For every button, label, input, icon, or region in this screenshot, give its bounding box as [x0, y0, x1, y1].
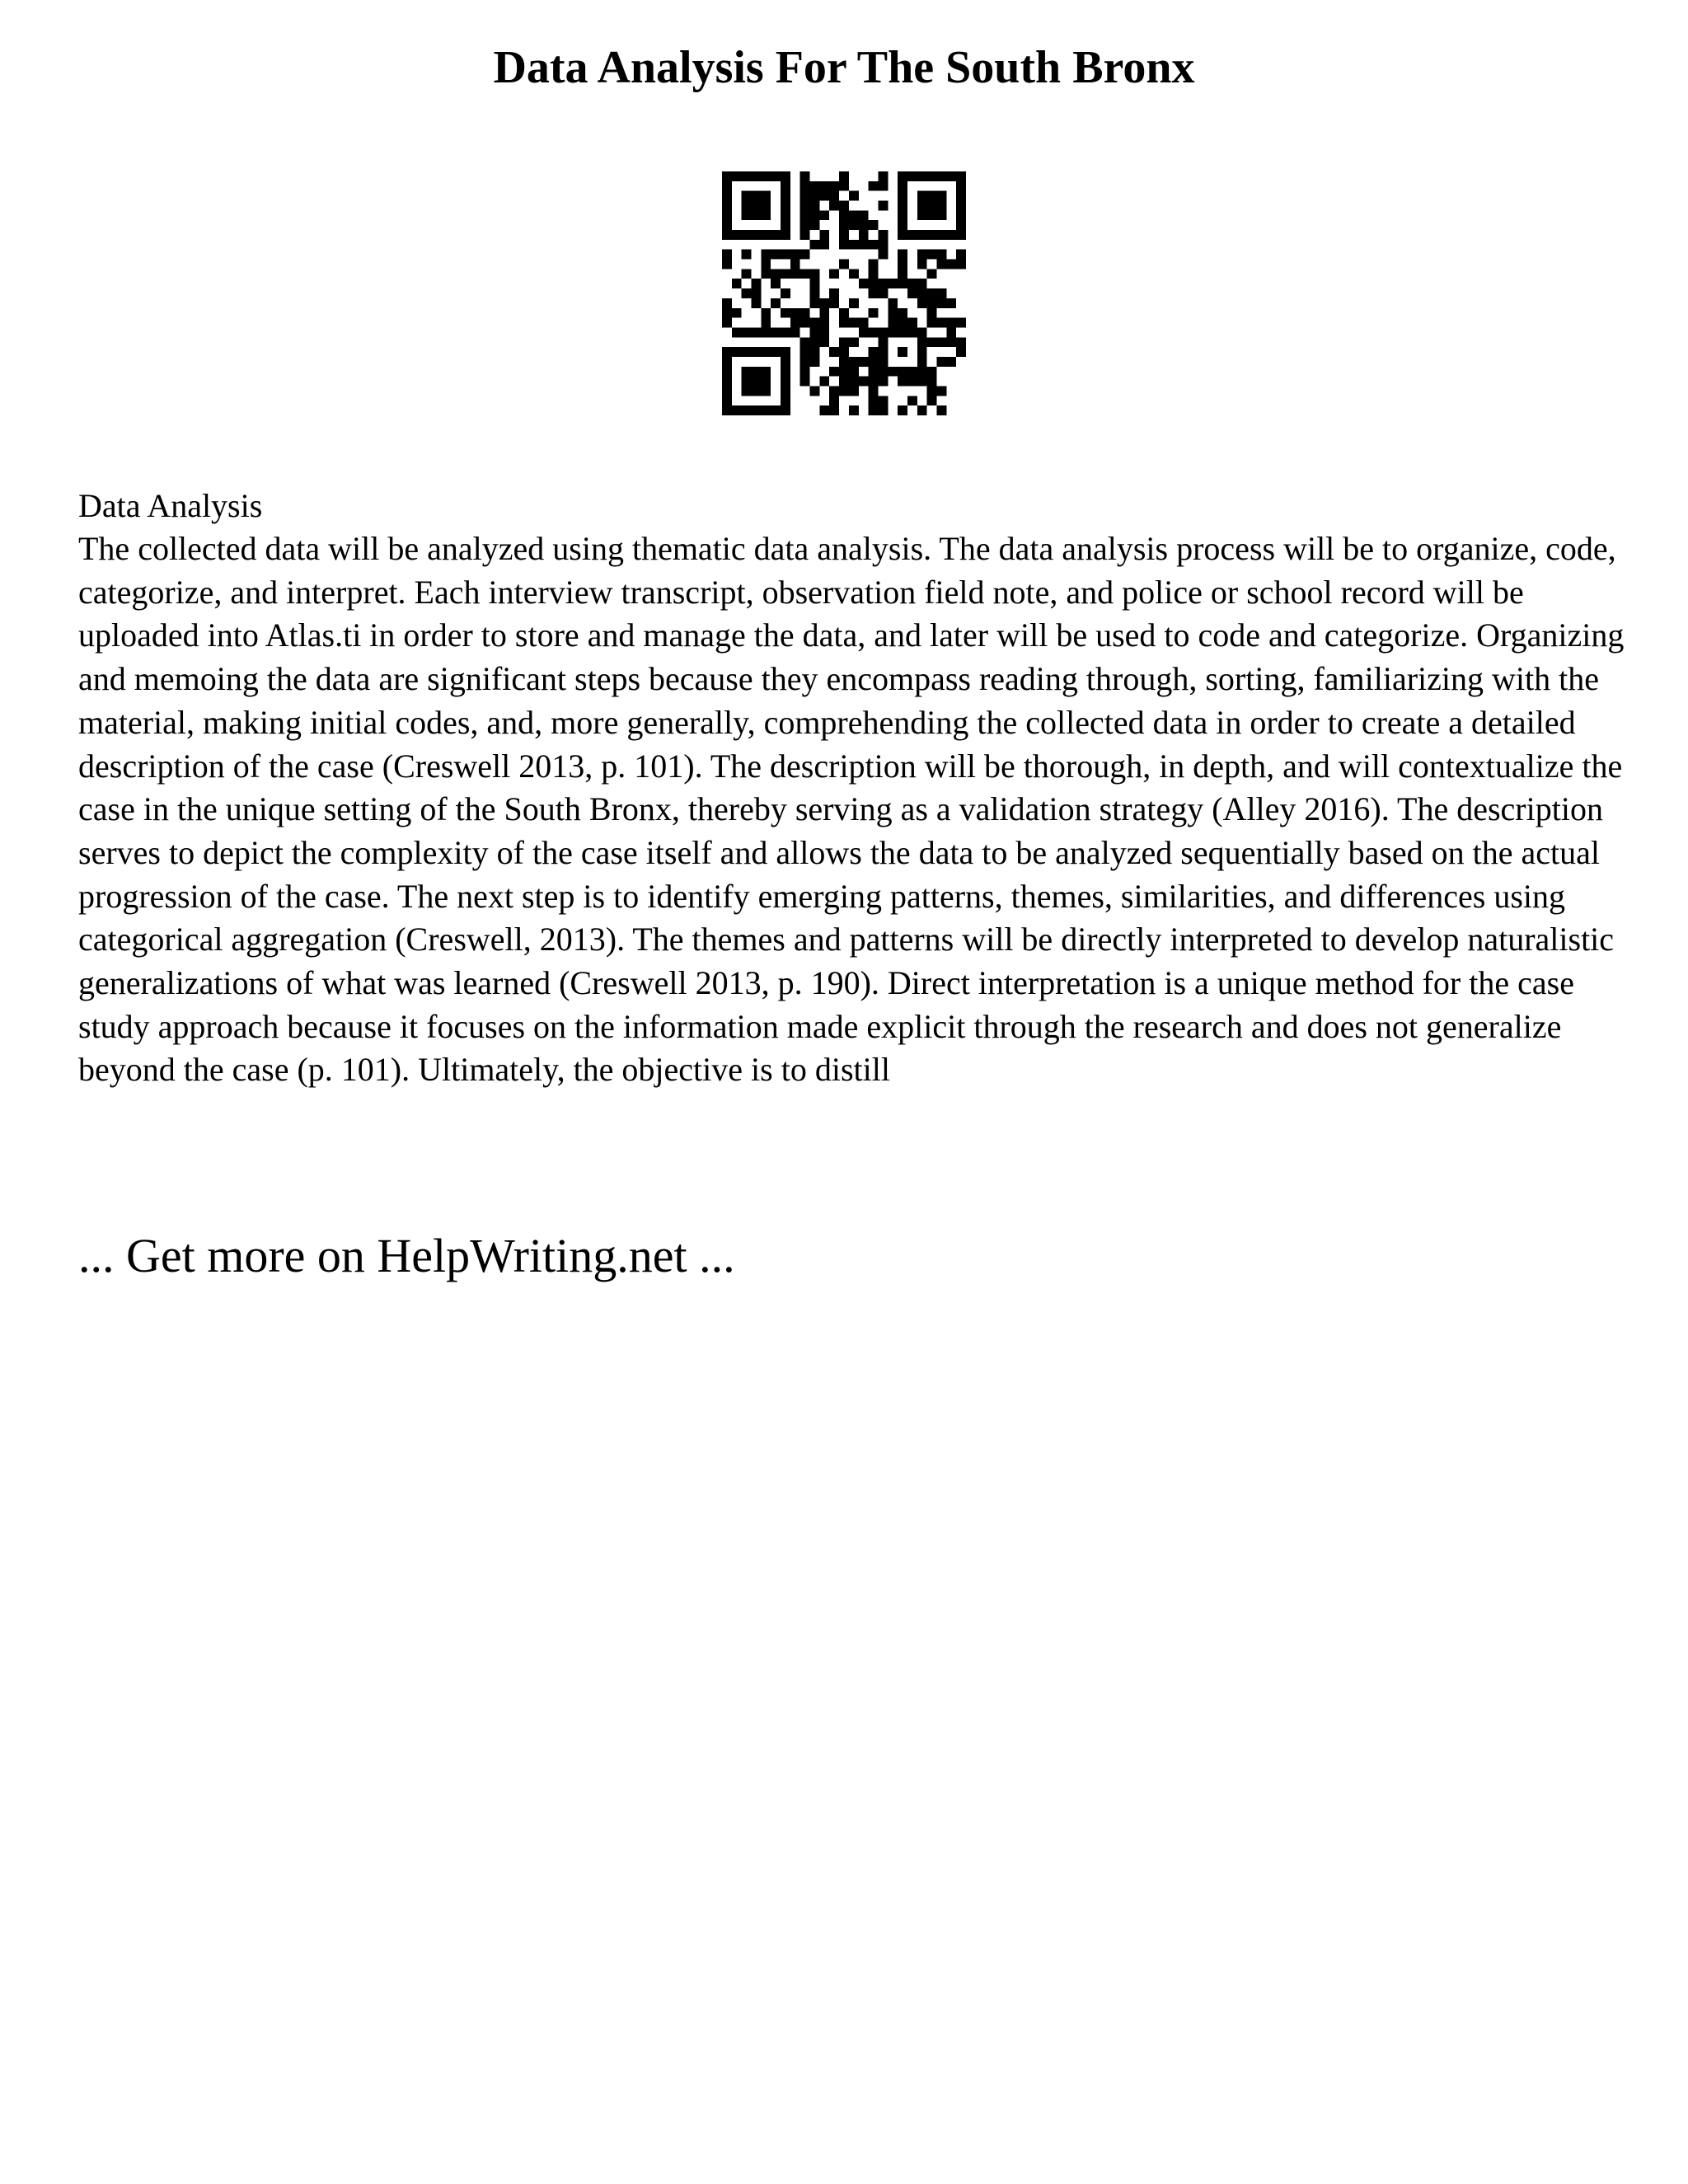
body-paragraph: The collected data will be analyzed using thematic data analysis. The data analysis process will be to organize, code, categorize, and interpret. Each interview transcript, observation field note, and police or school record will be uploaded into Atlas.ti in order to store and manage the data, and later will be used to code and categorize. Organizing and memoing the data are significant steps because they encompass reading through, sorting, familiarizing with the material, making initial codes, and, more generally, comprehending the collected data in order to create a detailed description of the case (Creswell 2013, p. 101). The description will be thorough, in depth, and will contextualize the case in the unique setting of the South Bronx, thereby serving as a validation strategy (Alley 2016). The description serves to depict the complexity of the case itself and allows the data to be analyzed sequentially based on the actual progression of the case. The next step is to identify emerging patterns, themes, similarities, and differences using categorical aggregation (Creswell, 2013). The themes and patterns will be directly interpreted to develop naturalistic generalizations of what was learned (Creswell 2013, p. 190). Direct interpretation is a unique method for the case study approach because it focuses on the information made explicit through the research and does not generalize beyond the case (p. 101). Ultimately, the objective is to distill — [78, 530, 1625, 1089]
document-title: Data Analysis For The South Bronx — [493, 42, 1195, 93]
get-more-link[interactable]: ... Get more on HelpWriting.net ... — [78, 1229, 735, 1282]
section-heading: Data Analysis — [78, 487, 263, 524]
qr-code-icon — [722, 171, 966, 415]
